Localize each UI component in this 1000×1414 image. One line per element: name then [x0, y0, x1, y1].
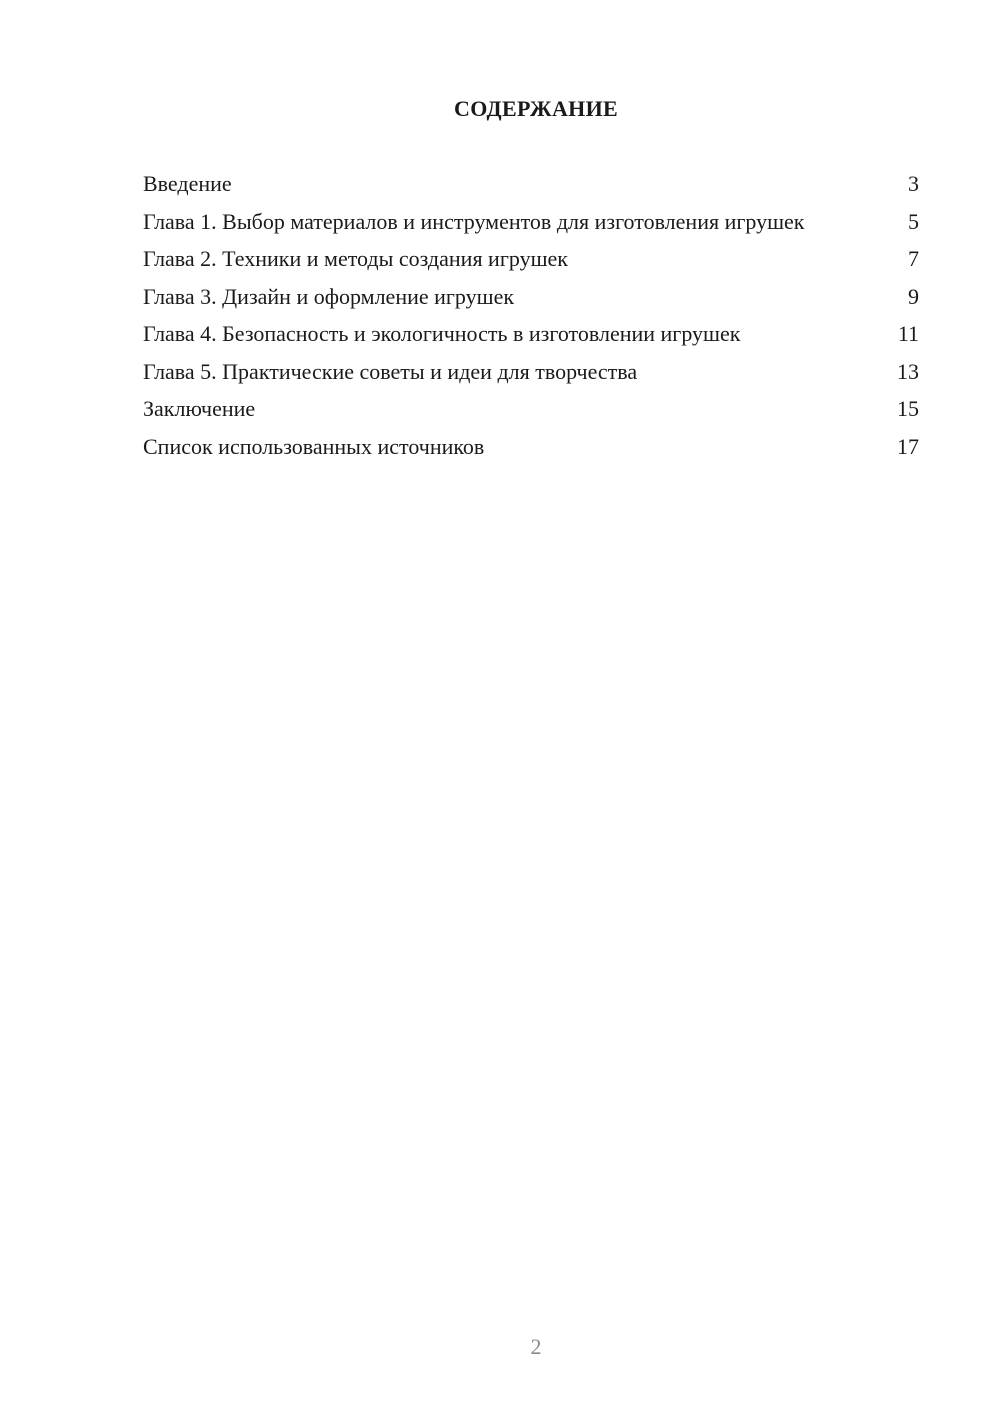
- toc-entry-label: Введение: [143, 171, 232, 196]
- toc-entry-introduction: [143, 170, 919, 197]
- toc-entry-label: Глава 3. Дизайн и оформление игрушек: [143, 283, 515, 309]
- page-title: СОДЕРЖАНИЕ: [454, 96, 618, 121]
- toc-entry-page: 5: [908, 208, 919, 234]
- toc-entry-label: Глава 4. Безопасность и экологичность в изготовлении игрушек: [143, 321, 741, 346]
- toc-entry-chapter-2: [143, 245, 919, 272]
- toc-entry-conclusion: [143, 395, 919, 422]
- table-of-contents: [143, 170, 919, 470]
- toc-entry-page: 11: [897, 321, 919, 346]
- toc-entry-page: 3: [908, 171, 919, 196]
- toc-entry-chapter-3: [143, 283, 919, 310]
- toc-entry-label: Глава 5. Практические советы и идеи для творчества: [143, 358, 638, 384]
- toc-entry-references: [143, 433, 919, 460]
- toc-entry-page: 13: [897, 358, 919, 384]
- page-number: 2: [530, 1334, 542, 1359]
- toc-entry-label: Заключение: [143, 396, 256, 421]
- toc-entry-label: Список использованных источников: [143, 433, 485, 459]
- toc-entry-chapter-5: [143, 358, 919, 385]
- toc-entry-page: 15: [897, 396, 919, 421]
- toc-entry-chapter-4: [143, 320, 919, 347]
- toc-entry-chapter-1: [143, 208, 919, 235]
- toc-entry-label: Глава 1. Выбор материалов и инструментов для изготовления игрушек: [143, 208, 805, 234]
- toc-entry-label: Глава 2. Техники и методы создания игрушек: [143, 246, 568, 271]
- toc-entry-page: 17: [897, 433, 919, 459]
- toc-entry-page: 9: [908, 283, 919, 309]
- toc-entry-page: 7: [908, 246, 919, 271]
